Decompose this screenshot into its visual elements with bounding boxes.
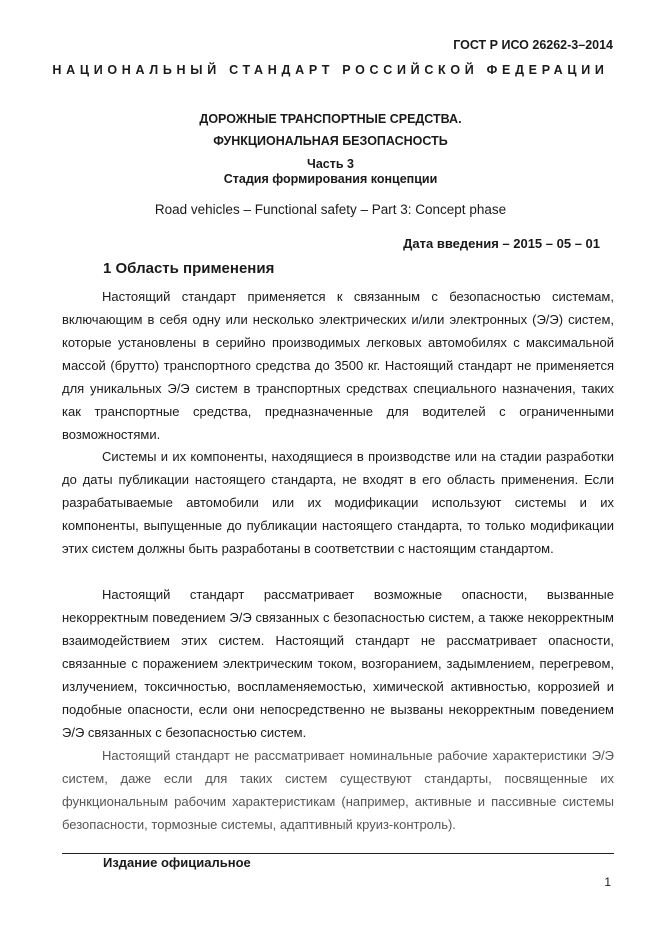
edition-label: Издание официальное — [103, 855, 251, 870]
national-standard-banner: НАЦИОНАЛЬНЫЙ СТАНДАРТ РОССИЙСКОЙ ФЕДЕРАЦИИ — [52, 63, 609, 77]
page-number: 1 — [604, 875, 611, 889]
paragraph-4: Настоящий стандарт не рассматривает номинальные рабочие характеристики Э/Э систем, даже если для таких систем существуют стандарты, посвященные их функциональным рабочим характеристикам (например, активные и пассивные системы безопасности, тормозные системы, адаптивный круиз-контроль). — [62, 748, 614, 832]
introduction-date: Дата введения – 2015 – 05 – 01 — [403, 236, 600, 251]
paragraph-2: Системы и их компоненты, находящиеся в производстве или на стадии разработки до даты публикации настоящего стандарта, не входят в его область применения. Если разрабатываемые автомобили или их модификации используют системы и их компоненты, выпущенные до публикации настоящего стандарта, то только модификации этих систем должны быть разработаны в соответствии с настоящим стандартом. — [62, 449, 614, 556]
footer-divider — [62, 853, 614, 854]
title-line-2: ФУНКЦИОНАЛЬНАЯ БЕЗОПАСНОСТЬ — [213, 134, 448, 148]
english-title: Road vehicles – Functional safety – Part 3: Concept phase — [154, 202, 507, 217]
title-line-1: ДОРОЖНЫЕ ТРАНСПОРТНЫЕ СРЕДСТВА. — [199, 112, 462, 126]
part-title: Стадия формирования концепции — [223, 172, 438, 186]
section-heading: 1 Область применения — [103, 260, 275, 277]
paragraph-3: Настоящий стандарт рассматривает возможные опасности, вызванные некорректным поведением Э/Э связанных с безопасностью систем, а также некорректным взаимодействием этих систем. Настоящий стандарт не рассматривает опасности, связанные с поражением электрическим током, возгоранием, задымлением, перегревом, излучением, токсичностью, воспламеняемостью, химической активностью, коррозией и подобные опасности, если они непосредственно не вызваны некорректным поведением Э/Э связанных с безопасностью систем. — [62, 587, 614, 740]
paragraph-1: Настоящий стандарт применяется к связанным с безопасностью системам, включающим в себя одну или несколько электрических и/или электронных (Э/Э) систем, которые установлены в серийно производимых легковых автомобилях с максимальной массой (брутто) транспортного средства до 3500 кг. Настоящий стандарт не применяется для уникальных Э/Э систем в транспортных средствах специального назначения, таких как транспортные средства, предназначенные для водителей с ограниченными возможностями. — [62, 289, 614, 442]
document-number: ГОСТ Р ИСО 26262-3–2014 — [453, 38, 613, 52]
part-number: Часть 3 — [307, 157, 354, 171]
